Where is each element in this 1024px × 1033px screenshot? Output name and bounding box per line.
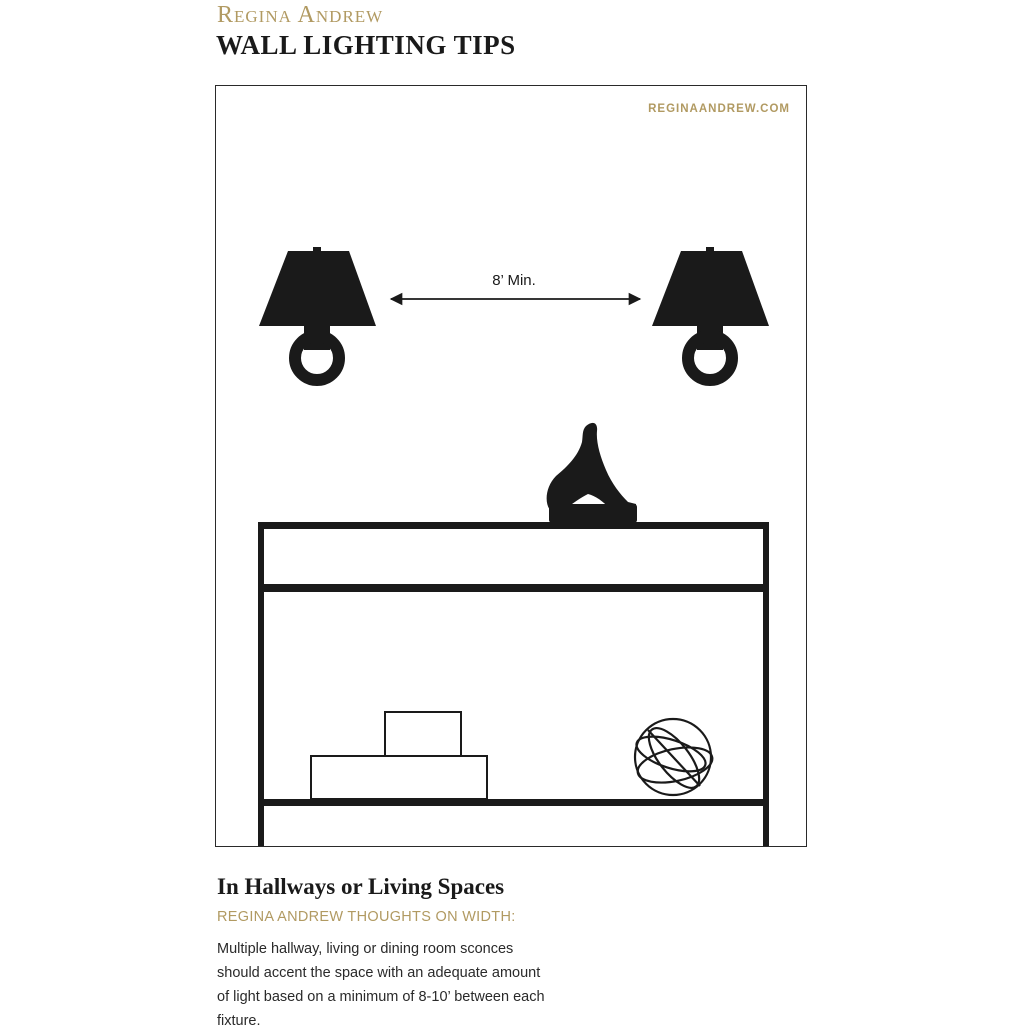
page-title: WALL LIGHTING TIPS — [216, 30, 516, 60]
stacked-boxes-icon — [311, 712, 487, 799]
minimum-distance-label: 8’ Min. — [492, 272, 536, 289]
armillary-sphere-icon — [632, 719, 715, 796]
right-sconce-icon — [652, 247, 769, 380]
section-heading: In Hallways or Living Spaces — [217, 874, 505, 899]
dog-sculpture-icon — [547, 423, 637, 523]
website-url: REGINAANDREW.COM — [648, 103, 790, 115]
left-sconce-icon — [259, 247, 376, 380]
brand-name: Regina Andrew — [217, 2, 384, 28]
wall-illustration — [216, 86, 807, 847]
section-subheading: REGINA ANDREW THOUGHTS ON WIDTH: — [217, 909, 516, 925]
illustration-frame — [215, 85, 807, 847]
body-paragraph: Multiple hallway, living or dining room sconces should accent the space with an adequate amount of light based on a minimum of 8-10’ between each fixture. — [217, 941, 545, 1029]
